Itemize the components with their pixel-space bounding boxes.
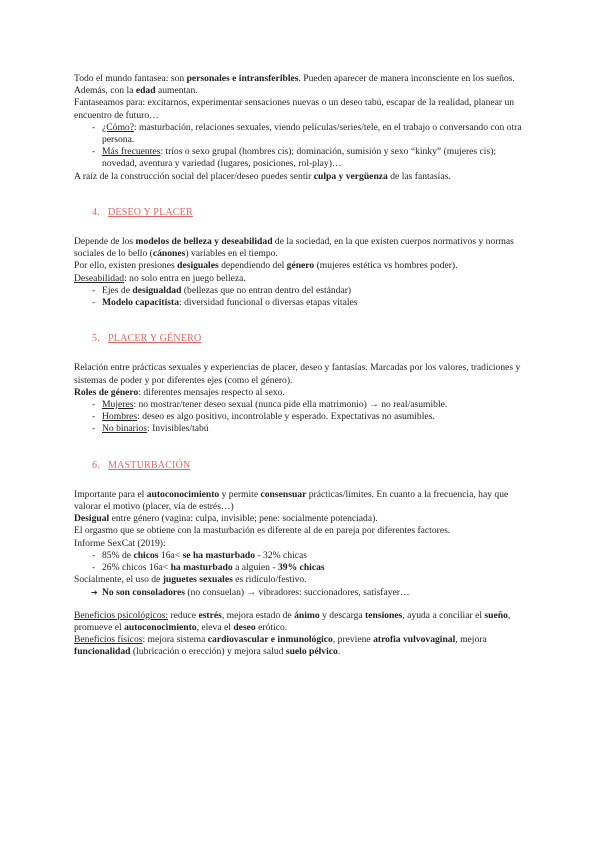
text-run: : Invisibles/tabú <box>147 423 209 435</box>
bold-text: sueño <box>484 609 508 621</box>
text-run: erótico. <box>255 621 288 633</box>
text-run: , ayuda a conciliar el <box>402 609 485 621</box>
bold-text: chicos <box>133 549 159 561</box>
bold-text: Desigual <box>74 513 110 525</box>
section-heading-deseo-placer <box>74 207 528 219</box>
bullet-list <box>74 399 528 436</box>
text-run: : deseo es algo positivo, incontrolable y esperado. Expectativas no asumibles. <box>137 411 435 423</box>
list-item <box>74 411 528 423</box>
text-run: Por ello, existen presiones <box>74 260 178 272</box>
paragraph <box>74 538 528 550</box>
bold-text: desiguales <box>177 260 219 272</box>
text-run: entre género (vagina: culpa, invisible; pene: socialmente potenciada). <box>109 513 378 525</box>
text-run: : mejora sistema <box>142 634 208 646</box>
section-heading-masturbacion <box>74 460 528 472</box>
bold-text: atrofia vulvovaginal <box>373 634 456 646</box>
section-number: 6. <box>92 459 100 471</box>
text-run: 26% chicos 16a< <box>102 562 171 574</box>
bold-text: estrés <box>198 609 222 621</box>
bold-text: desigualdad <box>132 284 182 296</box>
bold-text: Roles de género <box>74 386 139 398</box>
paragraph <box>74 387 528 399</box>
section-title: DESEO Y PLACER <box>108 206 193 218</box>
list-item <box>74 285 528 297</box>
section-number: 5. <box>92 333 100 345</box>
bold-text: culpa y vergüenza <box>313 170 388 182</box>
bold-text: autoconocimiento <box>146 488 220 500</box>
bullet-list <box>74 550 528 574</box>
bold-text: 39% chicas <box>277 562 325 574</box>
document-page <box>74 73 528 659</box>
text-run: es ridículo/festivo. <box>232 574 307 586</box>
text-run: Importante para el <box>74 488 147 500</box>
intro-paragraph <box>74 97 528 121</box>
text-run: Relación entre prácticas sexuales y experiencias de placer, deseo y fantasías. Marcadas por los valores, tradiciones y sistemas de poder y por diferentes ejes (como el género). <box>74 362 521 386</box>
bold-text: ánimo <box>294 609 320 621</box>
section-title: PLACER Y GÉNERO <box>108 333 202 345</box>
text-run: : no mostrar/tener deseo sexual (nunca pide ella matrimonio) → no real/asumible. <box>133 399 448 411</box>
text-run: : no solo entra en juego belleza. <box>124 272 246 284</box>
paragraph <box>74 574 528 586</box>
bold-text: funcionalidad <box>74 646 131 658</box>
bold-text: tensiones <box>365 609 403 621</box>
bold-text: suelo pélvico <box>285 646 338 658</box>
text-run: dependiendo del <box>218 260 287 272</box>
text-run: ) variables en el tiempo. <box>185 248 278 260</box>
bold-text: juguetes sexuales <box>162 574 233 586</box>
list-item <box>74 550 528 562</box>
underlined-text: Deseabilidad <box>74 272 125 284</box>
underlined-text: Beneficios psicológicos: <box>74 609 169 621</box>
text-run: y permite <box>219 488 261 500</box>
paragraph <box>74 513 528 525</box>
text-run: Socialmente, el uso de <box>74 574 163 586</box>
bold-text: Modelo capacitista <box>102 297 180 309</box>
paragraph <box>74 610 528 634</box>
bold-text: se ha masturbado <box>182 549 256 561</box>
text-run: 16a< <box>158 549 183 561</box>
underlined-text: Beneficios físicos <box>74 634 143 646</box>
text-run: Depende de los <box>74 236 136 248</box>
text-run: Informe SexCat (2019): <box>74 537 166 549</box>
text-run: de la sociedad, en la que existen cuerpos normativos y normas sociales de lo bello ( <box>74 236 514 260</box>
text-run: , promueve el <box>74 609 511 633</box>
text-run: A raíz de la construcción social del placer/deseo puedes sentir <box>74 170 314 182</box>
text-run: Todo el mundo fantasea: son <box>74 73 187 84</box>
text-run: El orgasmo que se obtiene con la masturbación es diferente al de en pareja por diferentes factores. <box>74 525 451 537</box>
list-item <box>74 122 528 146</box>
section-heading-placer-genero <box>74 333 528 345</box>
text-run: 85% de <box>102 549 134 561</box>
text-run: (no consuelan) → vibradores: succionadores, satisfayer… <box>184 586 410 598</box>
list-item <box>74 297 528 309</box>
text-run: . Pueden aparecer de manera inconsciente en los sueños. Además, con la <box>74 73 515 97</box>
bold-text: ha masturbado <box>170 562 233 574</box>
list-item <box>74 587 528 599</box>
arrow-list <box>74 587 528 599</box>
list-item <box>74 399 528 411</box>
list-item <box>74 562 528 574</box>
text-run: , mejora <box>455 634 487 646</box>
list-item <box>74 146 528 170</box>
text-run: (lubricación o erección) y mejora salud <box>130 646 286 658</box>
text-run: , mejora estado de <box>221 609 295 621</box>
underlined-text: No binarios <box>102 423 148 435</box>
bold-text: personales e intransferibles <box>186 73 299 84</box>
intro-list <box>74 122 528 171</box>
bold-text: consensuar <box>260 488 307 500</box>
section-number: 4. <box>92 206 100 218</box>
paragraph <box>74 489 528 513</box>
text-run: , eleva el <box>196 621 234 633</box>
intro-paragraph <box>74 171 528 183</box>
text-run: (mujeres estética vs hombres poder). <box>314 260 458 272</box>
underlined-text: Hombres <box>102 411 138 423</box>
text-run: de las fantasías. <box>387 170 451 182</box>
bold-text: No son consoladores <box>102 586 185 598</box>
list-item <box>74 423 528 435</box>
text-run: : masturbación, relaciones sexuales, viendo películas/series/tele, en el trabajo o conversando con otra persona. <box>102 121 522 146</box>
underlined-text: Mujeres <box>102 399 134 411</box>
text-run: a alguien - <box>232 562 278 574</box>
text-run: . <box>337 646 341 658</box>
text-run: prácticas/límites. En cuanto a la frecuencia, hay que valorar el motivo (placer, vía de estrés…) <box>74 488 509 513</box>
paragraph <box>74 260 528 272</box>
bold-text: edad <box>135 85 156 97</box>
bold-text: género <box>286 260 315 272</box>
text-run: reduce <box>168 609 199 621</box>
text-run: : tríos o sexo grupal (hombres cis); dominación, sumisión y sexo “kinky” (mujeres cis); novedad, aventura y variedad (lugares, posiciones, rol-play)… <box>102 146 497 170</box>
text-run: y descarga <box>319 609 366 621</box>
bold-text: cánones <box>152 248 186 260</box>
text-run: : diferentes mensajes respecto al sexo. <box>138 386 285 398</box>
text-run: (bellezas que no entran dentro del estándar) <box>181 284 352 296</box>
text-run: Ejes de <box>102 284 133 296</box>
paragraph <box>74 525 528 537</box>
underlined-text: ¿Cómo? <box>102 121 134 133</box>
bold-text: modelos de belleza y deseabilidad <box>135 236 273 248</box>
bold-text: deseo <box>233 621 256 633</box>
section-title: MASTURBACIÓN <box>108 459 191 471</box>
underlined-text: Más frecuentes <box>102 146 161 158</box>
paragraph <box>74 236 528 260</box>
text-run: , previene <box>332 634 374 646</box>
bullet-list <box>74 285 528 309</box>
bold-text: autoconocimiento <box>124 621 197 633</box>
spacer <box>74 599 528 610</box>
text-run: aumentan. <box>155 85 198 97</box>
paragraph <box>74 273 528 285</box>
text-run: : diversidad funcional o diversas etapas vitales <box>179 297 358 309</box>
bold-text: cardiovascular e inmunológico <box>207 634 333 646</box>
paragraph <box>74 634 528 658</box>
text-run: Fantaseamos para: excitarnos, experimentar sensaciones nuevas o un deseo tabú, escapar de la realidad, planear un encuentro de futuro… <box>74 97 515 121</box>
intro-paragraph <box>74 73 528 97</box>
text-run: - 32% chicas <box>255 549 308 561</box>
paragraph <box>74 362 528 386</box>
